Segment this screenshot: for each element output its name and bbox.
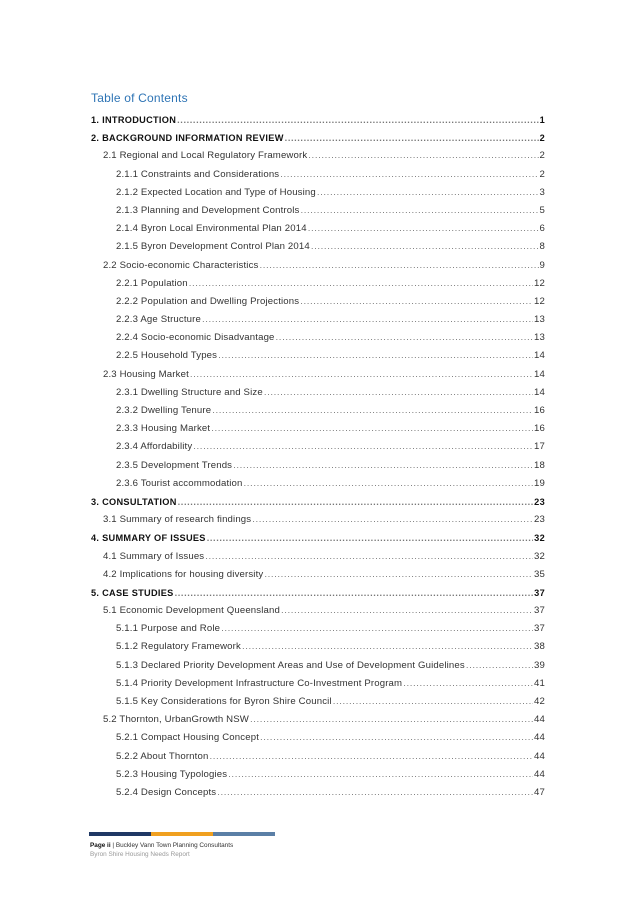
toc-entry-page: 42 <box>534 696 545 707</box>
toc-entry-label: 5.1.2 Regulatory Framework <box>116 641 241 653</box>
toc-entry[interactable] <box>91 166 545 184</box>
toc-dot-leader <box>264 566 533 584</box>
toc-entry[interactable] <box>91 511 545 529</box>
toc-entry[interactable] <box>91 766 545 784</box>
toc-dot-leader <box>276 329 533 347</box>
toc-entry[interactable] <box>91 329 545 347</box>
toc-dot-leader <box>317 184 539 202</box>
toc-dot-leader <box>242 638 533 656</box>
toc-entry-page: 16 <box>534 423 545 435</box>
toc-dot-leader <box>259 257 538 275</box>
toc-entry-page: 38 <box>534 641 545 653</box>
toc-entry-label: 2.1.2 Expected Location and Type of Housing <box>116 186 316 198</box>
toc-entry-page: 9 <box>539 259 545 271</box>
footer-bar-steel <box>213 832 275 836</box>
toc-entry-page: 12 <box>534 295 545 307</box>
toc-entry-label: 5.2.3 Housing Typologies <box>116 768 228 780</box>
toc-entry-label: 2.3 Housing Market <box>103 368 189 380</box>
toc-dot-leader <box>193 438 533 456</box>
toc-entry-label: 2.1.3 Planning and Development Controls <box>116 204 300 216</box>
toc-dot-leader <box>333 693 533 711</box>
toc-entry[interactable] <box>91 602 545 620</box>
toc-entry[interactable] <box>91 729 545 747</box>
toc-entry-page: 17 <box>534 441 545 453</box>
toc-entry-label: 4. SUMMARY OF ISSUES <box>91 533 206 544</box>
toc-entry-label: 2.1 Regional and Local Regulatory Framework <box>103 150 308 162</box>
toc-entry-label: 5.2.4 Design Concepts <box>116 786 217 798</box>
toc-entry-page: 3 <box>539 186 545 198</box>
toc-dot-leader <box>228 766 533 784</box>
toc-dot-leader <box>178 493 534 511</box>
toc-entry-page: 23 <box>534 514 545 526</box>
toc-entry[interactable] <box>91 529 545 547</box>
toc-dot-leader <box>311 238 539 256</box>
toc-entry[interactable] <box>91 784 545 802</box>
toc-entry-page: 14 <box>534 368 545 380</box>
footer-separator: | <box>112 842 116 849</box>
toc-entry-page: 2 <box>539 168 545 180</box>
toc-entry-page: 44 <box>534 768 545 780</box>
toc-dot-leader <box>190 366 533 384</box>
toc-entry-label: 2.1.5 Byron Development Control Plan 2014 <box>116 241 310 253</box>
toc-entry-page: 2 <box>539 133 545 144</box>
toc-entry-label: 2.2 Socio-economic Characteristics <box>103 259 259 271</box>
toc-dot-leader <box>209 748 533 766</box>
toc-dot-leader <box>212 402 533 420</box>
toc-entry-label: 2.2.5 Household Types <box>116 350 218 362</box>
toc-entry-page: 37 <box>534 587 545 598</box>
toc-entry[interactable] <box>91 584 545 602</box>
toc-entry[interactable] <box>91 293 545 311</box>
toc-entry-label: 2. BACKGROUND INFORMATION REVIEW <box>91 133 284 144</box>
toc-entry-label: 5. CASE STUDIES <box>91 587 174 598</box>
toc-entry-page: 37 <box>534 605 545 617</box>
toc-entry-label: 2.3.2 Dwelling Tenure <box>116 405 212 416</box>
toc-entry[interactable] <box>91 493 545 511</box>
footer-firm: Buckley Vann Town Planning Consultants <box>115 842 234 849</box>
toc-entry-label: 2.3.3 Housing Market <box>116 423 211 435</box>
toc-entry-label: 4.2 Implications for housing diversity <box>103 568 264 580</box>
toc-entry-label: 5.2.1 Compact Housing Concept <box>116 732 260 744</box>
toc-entry[interactable] <box>91 748 545 766</box>
toc-dot-leader <box>300 293 533 311</box>
toc-entry[interactable] <box>91 420 545 438</box>
toc-entry[interactable] <box>91 402 545 420</box>
toc-dot-leader <box>175 584 534 602</box>
toc-entry-label: 5.1.4 Priority Development Infrastructure Co-Investment Program <box>116 677 403 689</box>
toc-entry[interactable] <box>91 475 545 493</box>
toc-entry-label: 2.1.4 Byron Local Environmental Plan 2014 <box>116 223 307 235</box>
toc-entry-label: 5.1.3 Declared Priority Development Areas and Use of Development Guidelines <box>116 659 465 671</box>
toc-entry[interactable] <box>91 457 545 475</box>
toc-entry[interactable] <box>91 638 545 656</box>
toc-entry-label: 5.1.1 Purpose and Role <box>116 623 221 635</box>
toc-dot-leader <box>308 147 538 165</box>
toc-dot-leader <box>250 711 533 729</box>
toc-entry[interactable] <box>91 620 545 638</box>
toc-dot-leader <box>308 220 539 238</box>
toc-dot-leader <box>207 529 533 547</box>
footer-report-title: Byron Shire Housing Needs Report <box>90 851 190 858</box>
toc-entry-page: 16 <box>534 405 545 416</box>
toc-entry-page: 14 <box>534 350 545 362</box>
footer-page-number: Page ii <box>90 842 111 849</box>
toc-entry-label: 2.3.5 Development Trends <box>116 459 233 471</box>
toc-entry-page: 1 <box>539 115 545 125</box>
toc-dot-leader <box>281 602 533 620</box>
toc-entry[interactable] <box>91 711 545 729</box>
toc-entry-label: 2.2.3 Age Structure <box>116 314 201 326</box>
toc-dot-leader <box>403 675 533 693</box>
toc-dot-leader <box>202 311 533 329</box>
toc-entry-label: 3. CONSULTATION <box>91 496 177 507</box>
toc-entry-page: 44 <box>534 750 545 762</box>
toc-entry-page: 19 <box>534 477 545 489</box>
toc-entry-page: 37 <box>534 623 545 635</box>
toc-entry-page: 41 <box>534 677 545 689</box>
toc-entry-label: 5.2.2 About Thornton <box>116 750 209 762</box>
toc-entry[interactable] <box>91 384 545 402</box>
toc-entry-label: 2.2.1 Population <box>116 277 188 289</box>
toc-entry-label: 2.3.6 Tourist accommodation <box>116 477 243 489</box>
toc-entry-page: 13 <box>534 332 545 344</box>
footer-bar-orange <box>151 832 213 836</box>
toc-entry-label: 4.1 Summary of Issues <box>103 550 205 562</box>
toc-entry[interactable] <box>91 347 545 365</box>
footer-color-bar <box>89 832 275 836</box>
toc-entry[interactable] <box>91 220 545 238</box>
table-of-contents <box>91 111 545 802</box>
toc-entry-page: 23 <box>534 496 545 507</box>
toc-entry[interactable] <box>91 693 545 711</box>
toc-entry-page: 6 <box>539 223 545 235</box>
toc-dot-leader <box>260 729 533 747</box>
toc-entry[interactable] <box>91 657 545 675</box>
toc-dot-leader <box>285 129 539 147</box>
toc-entry[interactable] <box>91 438 545 456</box>
toc-entry-label: 1. INTRODUCTION <box>91 115 177 125</box>
toc-entry-label: 2.2.2 Population and Dwelling Projections <box>116 295 300 307</box>
toc-entry-label: 5.1.5 Key Considerations for Byron Shire Council <box>116 696 332 707</box>
toc-entry[interactable] <box>91 548 545 566</box>
toc-title: Table of Contents <box>91 91 188 105</box>
toc-entry-label: 2.3.4 Affordability <box>116 441 193 453</box>
toc-entry-page: 14 <box>534 386 545 398</box>
toc-entry[interactable] <box>91 129 545 147</box>
toc-entry-label: 5.1 Economic Development Queensland <box>103 605 280 617</box>
toc-dot-leader <box>300 202 538 220</box>
toc-dot-leader <box>244 475 533 493</box>
toc-entry[interactable] <box>91 202 545 220</box>
toc-entry-label: 3.1 Summary of research findings <box>103 514 252 526</box>
toc-entry[interactable] <box>91 257 545 275</box>
toc-entry-page: 18 <box>534 459 545 471</box>
toc-dot-leader <box>205 548 533 566</box>
toc-entry[interactable] <box>91 675 545 693</box>
toc-entry[interactable] <box>91 147 545 165</box>
toc-entry[interactable] <box>91 566 545 584</box>
toc-entry-label: 2.3.1 Dwelling Structure and Size <box>116 386 263 398</box>
toc-dot-leader <box>280 166 538 184</box>
toc-dot-leader <box>217 784 533 802</box>
toc-dot-leader <box>177 111 538 129</box>
toc-entry[interactable] <box>91 366 545 384</box>
toc-entry-page: 35 <box>534 568 545 580</box>
toc-entry[interactable] <box>91 238 545 256</box>
toc-entry-page: 32 <box>534 533 545 544</box>
toc-dot-leader <box>252 511 533 529</box>
page-footer <box>90 841 233 859</box>
toc-entry-page: 8 <box>539 241 545 253</box>
toc-entry-page: 2 <box>539 150 545 162</box>
toc-entry[interactable] <box>91 311 545 329</box>
toc-entry-label: 2.1.1 Constraints and Considerations <box>116 168 280 180</box>
toc-entry-page: 32 <box>534 550 545 562</box>
toc-entry-page: 12 <box>534 277 545 289</box>
toc-entry[interactable] <box>91 184 545 202</box>
toc-dot-leader <box>189 275 533 293</box>
toc-entry[interactable] <box>91 275 545 293</box>
toc-dot-leader <box>264 384 533 402</box>
toc-entry-page: 13 <box>534 314 545 326</box>
toc-entry-label: 2.2.4 Socio-economic Disadvantage <box>116 332 275 344</box>
toc-dot-leader <box>233 457 533 475</box>
toc-entry-page: 39 <box>534 659 545 671</box>
footer-bar-navy <box>89 832 151 836</box>
toc-entry-page: 44 <box>534 714 545 726</box>
toc-entry-page: 47 <box>534 786 545 798</box>
toc-dot-leader <box>221 620 533 638</box>
toc-entry-page: 5 <box>539 204 545 216</box>
toc-dot-leader <box>211 420 533 438</box>
toc-entry-page: 44 <box>534 732 545 744</box>
toc-dot-leader <box>466 657 533 675</box>
toc-entry-label: 5.2 Thornton, UrbanGrowth NSW <box>103 714 250 726</box>
toc-dot-leader <box>218 347 533 365</box>
toc-entry[interactable] <box>91 111 545 129</box>
